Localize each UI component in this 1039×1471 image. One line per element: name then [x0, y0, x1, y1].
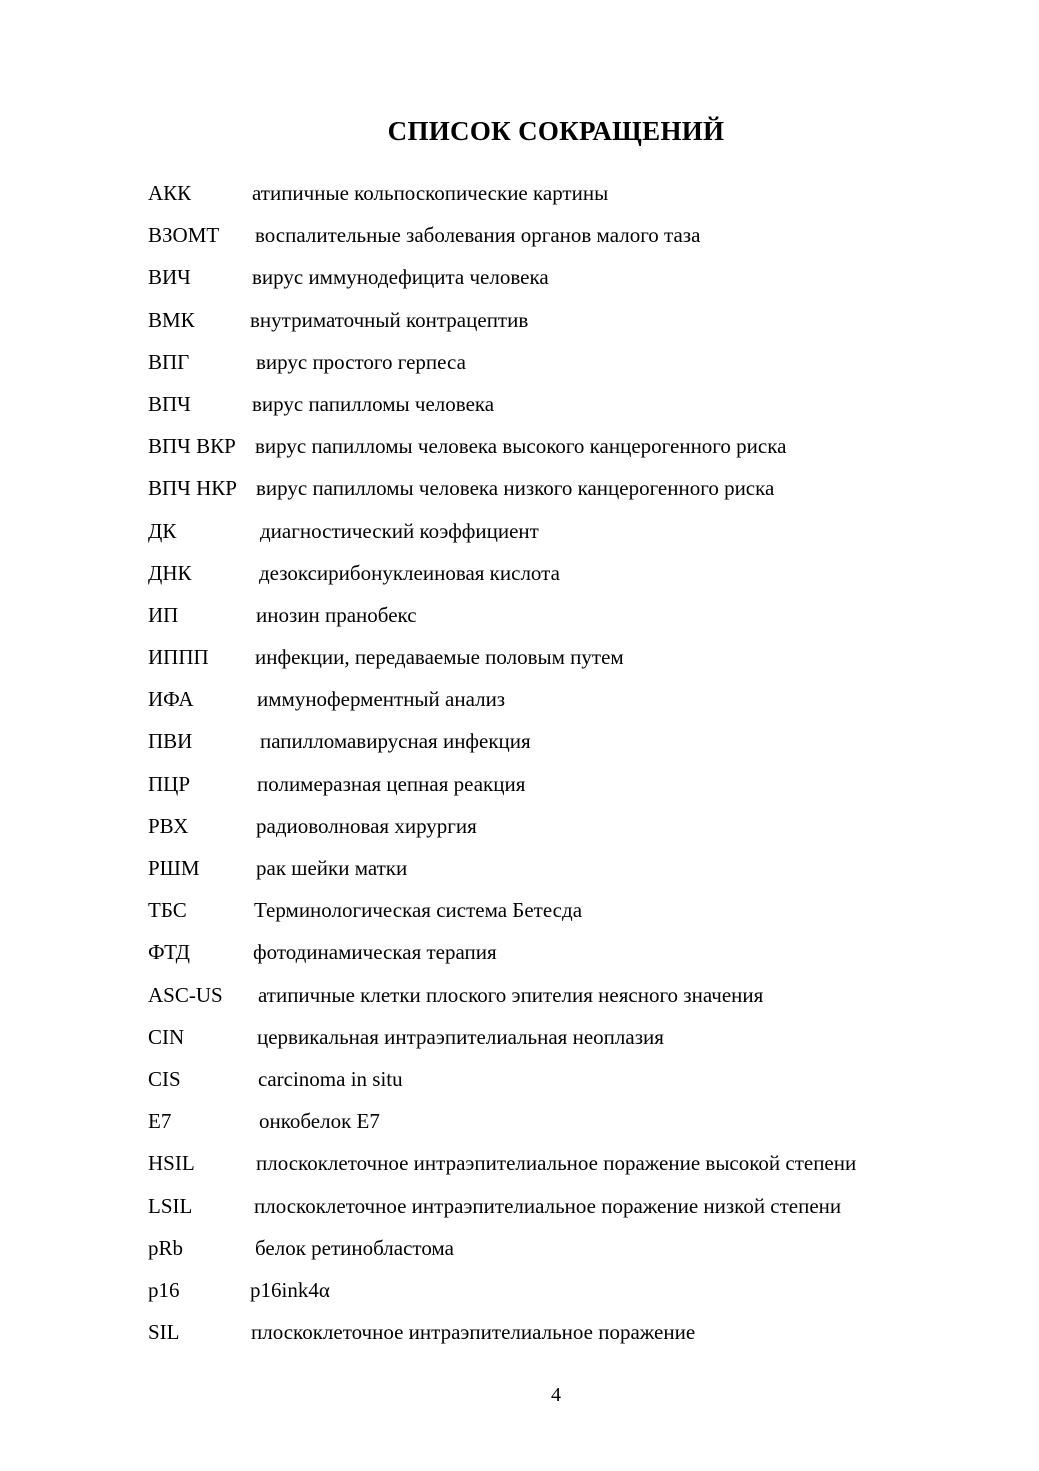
abbreviation-definition: иммуноферментный анализ: [257, 687, 506, 712]
abbreviation-definition: вирус простого герпеса: [256, 349, 466, 374]
abbreviation-term: ASC-US: [148, 982, 223, 1007]
abbreviation-term: ПЦР: [148, 771, 191, 796]
abbreviation-definition: внутриматочный контрацептив: [250, 307, 529, 332]
abbreviation-definition: диагностический коэффициент: [260, 518, 539, 543]
abbreviation-list: [148, 172, 999, 1353]
abbreviation-row: [148, 1100, 999, 1142]
abbreviation-row: [148, 425, 999, 467]
abbreviation-term: HSIL: [148, 1151, 195, 1176]
abbreviation-definition: рак шейки матки: [256, 856, 408, 880]
abbreviation-term: ВМК: [148, 307, 195, 332]
abbreviation-definition: инозин пранобекс: [256, 602, 417, 627]
abbreviation-definition: радиоволновая хирургия: [256, 813, 477, 838]
abbreviation-row: [148, 1058, 999, 1100]
abbreviation-term: ТБС: [148, 898, 187, 923]
abbreviation-term: РВХ: [148, 813, 189, 838]
abbreviation-row: [148, 847, 999, 889]
abbreviation-definition: атипичные кольпоскопические картины: [252, 181, 609, 205]
abbreviation-row: [148, 720, 999, 762]
abbreviation-term: ВПГ: [148, 349, 190, 374]
abbreviation-row: [148, 805, 999, 847]
abbreviation-row: [148, 678, 999, 720]
abbreviation-definition: плоскоклеточное интраэпителиальное поражение высокой степени: [256, 1151, 857, 1176]
abbreviation-term: ДНК: [148, 560, 192, 585]
abbreviation-row: [148, 1185, 999, 1227]
abbreviation-definition: вирус папилломы человека высокого канцерогенного риска: [255, 434, 787, 459]
abbreviation-definition: папилломавирусная инфекция: [260, 729, 531, 754]
abbreviation-row: [148, 594, 999, 636]
abbreviation-term: p16: [148, 1277, 180, 1302]
abbreviation-term: CIS: [148, 1066, 181, 1091]
page-number: 4: [551, 1384, 561, 1406]
abbreviation-row: [148, 889, 999, 931]
abbreviation-term: ИП: [148, 602, 179, 627]
abbreviation-definition: цервикальная интраэпителиальная неоплазия: [257, 1024, 664, 1049]
abbreviation-definition: воспалительные заболевания органов малого таза: [255, 223, 701, 248]
abbreviation-term: LSIL: [148, 1193, 193, 1218]
abbreviation-term: ПВИ: [148, 729, 193, 754]
abbreviation-term: ВПЧ: [148, 391, 191, 416]
abbreviation-term: CIN: [148, 1024, 185, 1049]
abbreviation-row: [148, 214, 999, 256]
abbreviation-row: [148, 341, 999, 383]
abbreviation-row: [148, 510, 999, 552]
abbreviation-definition: дезоксирибонуклеиновая кислота: [259, 560, 560, 585]
abbreviation-definition: плоскоклеточное интраэпителиальное поражение: [251, 1320, 696, 1345]
abbreviation-row: [148, 1142, 999, 1184]
abbreviation-row: [148, 1311, 999, 1353]
abbreviation-term: ВПЧ НКР: [148, 476, 237, 501]
abbreviation-term: АКК: [148, 181, 192, 205]
abbreviation-row: [148, 552, 999, 594]
abbreviation-term: ИППП: [148, 645, 209, 670]
abbreviation-row: [148, 636, 999, 678]
abbreviation-term: pRb: [148, 1235, 184, 1260]
abbreviation-definition: атипичные клетки плоского эпителия неясного значения: [258, 982, 764, 1007]
abbreviation-definition: вирус иммунодефицита человека: [252, 265, 549, 290]
abbreviation-term: ИФА: [148, 687, 194, 712]
abbreviation-row: [148, 1227, 999, 1269]
abbreviation-term: ВПЧ ВКР: [148, 434, 236, 459]
abbreviation-definition: p16ink4α: [250, 1277, 330, 1302]
abbreviation-term: ДК: [148, 518, 177, 543]
abbreviation-definition: белок ретинобластома: [255, 1235, 454, 1260]
abbreviation-definition: Терминологическая система Бетесда: [254, 898, 583, 923]
abbreviation-row: [148, 1016, 999, 1058]
abbreviation-definition: carcinoma in situ: [258, 1066, 403, 1091]
abbreviation-term: SIL: [148, 1320, 180, 1345]
abbreviation-row: [148, 931, 999, 973]
abbreviation-definition: инфекции, передаваемые половым путем: [255, 645, 624, 670]
page-title: СПИСОК СОКРАЩЕНИЙ: [387, 116, 725, 146]
abbreviation-definition: онкобелок E7: [259, 1109, 380, 1134]
abbreviation-term: E7: [148, 1109, 172, 1134]
abbreviation-definition: вирус папилломы человека: [252, 391, 495, 416]
abbreviation-term: РШМ: [148, 856, 200, 880]
abbreviation-definition: плоскоклеточное интраэпителиальное поражение низкой степени: [254, 1193, 842, 1218]
abbreviation-row: [148, 467, 999, 509]
abbreviation-definition: полимеразная цепная реакция: [257, 771, 526, 796]
abbreviation-definition: фотодинамическая терапия: [253, 940, 497, 965]
abbreviation-definition: вирус папилломы человека низкого канцерогенного риска: [256, 476, 775, 501]
abbreviation-row: [148, 172, 999, 214]
abbreviation-row: [148, 256, 999, 298]
abbreviation-row: [148, 383, 999, 425]
abbreviation-row: [148, 974, 999, 1016]
abbreviation-row: [148, 299, 999, 341]
abbreviation-term: ВЗОМТ: [148, 223, 220, 248]
abbreviation-term: ФТД: [148, 940, 190, 965]
abbreviation-row: [148, 1269, 999, 1311]
abbreviation-term: ВИЧ: [148, 265, 191, 290]
abbreviation-row: [148, 763, 999, 805]
